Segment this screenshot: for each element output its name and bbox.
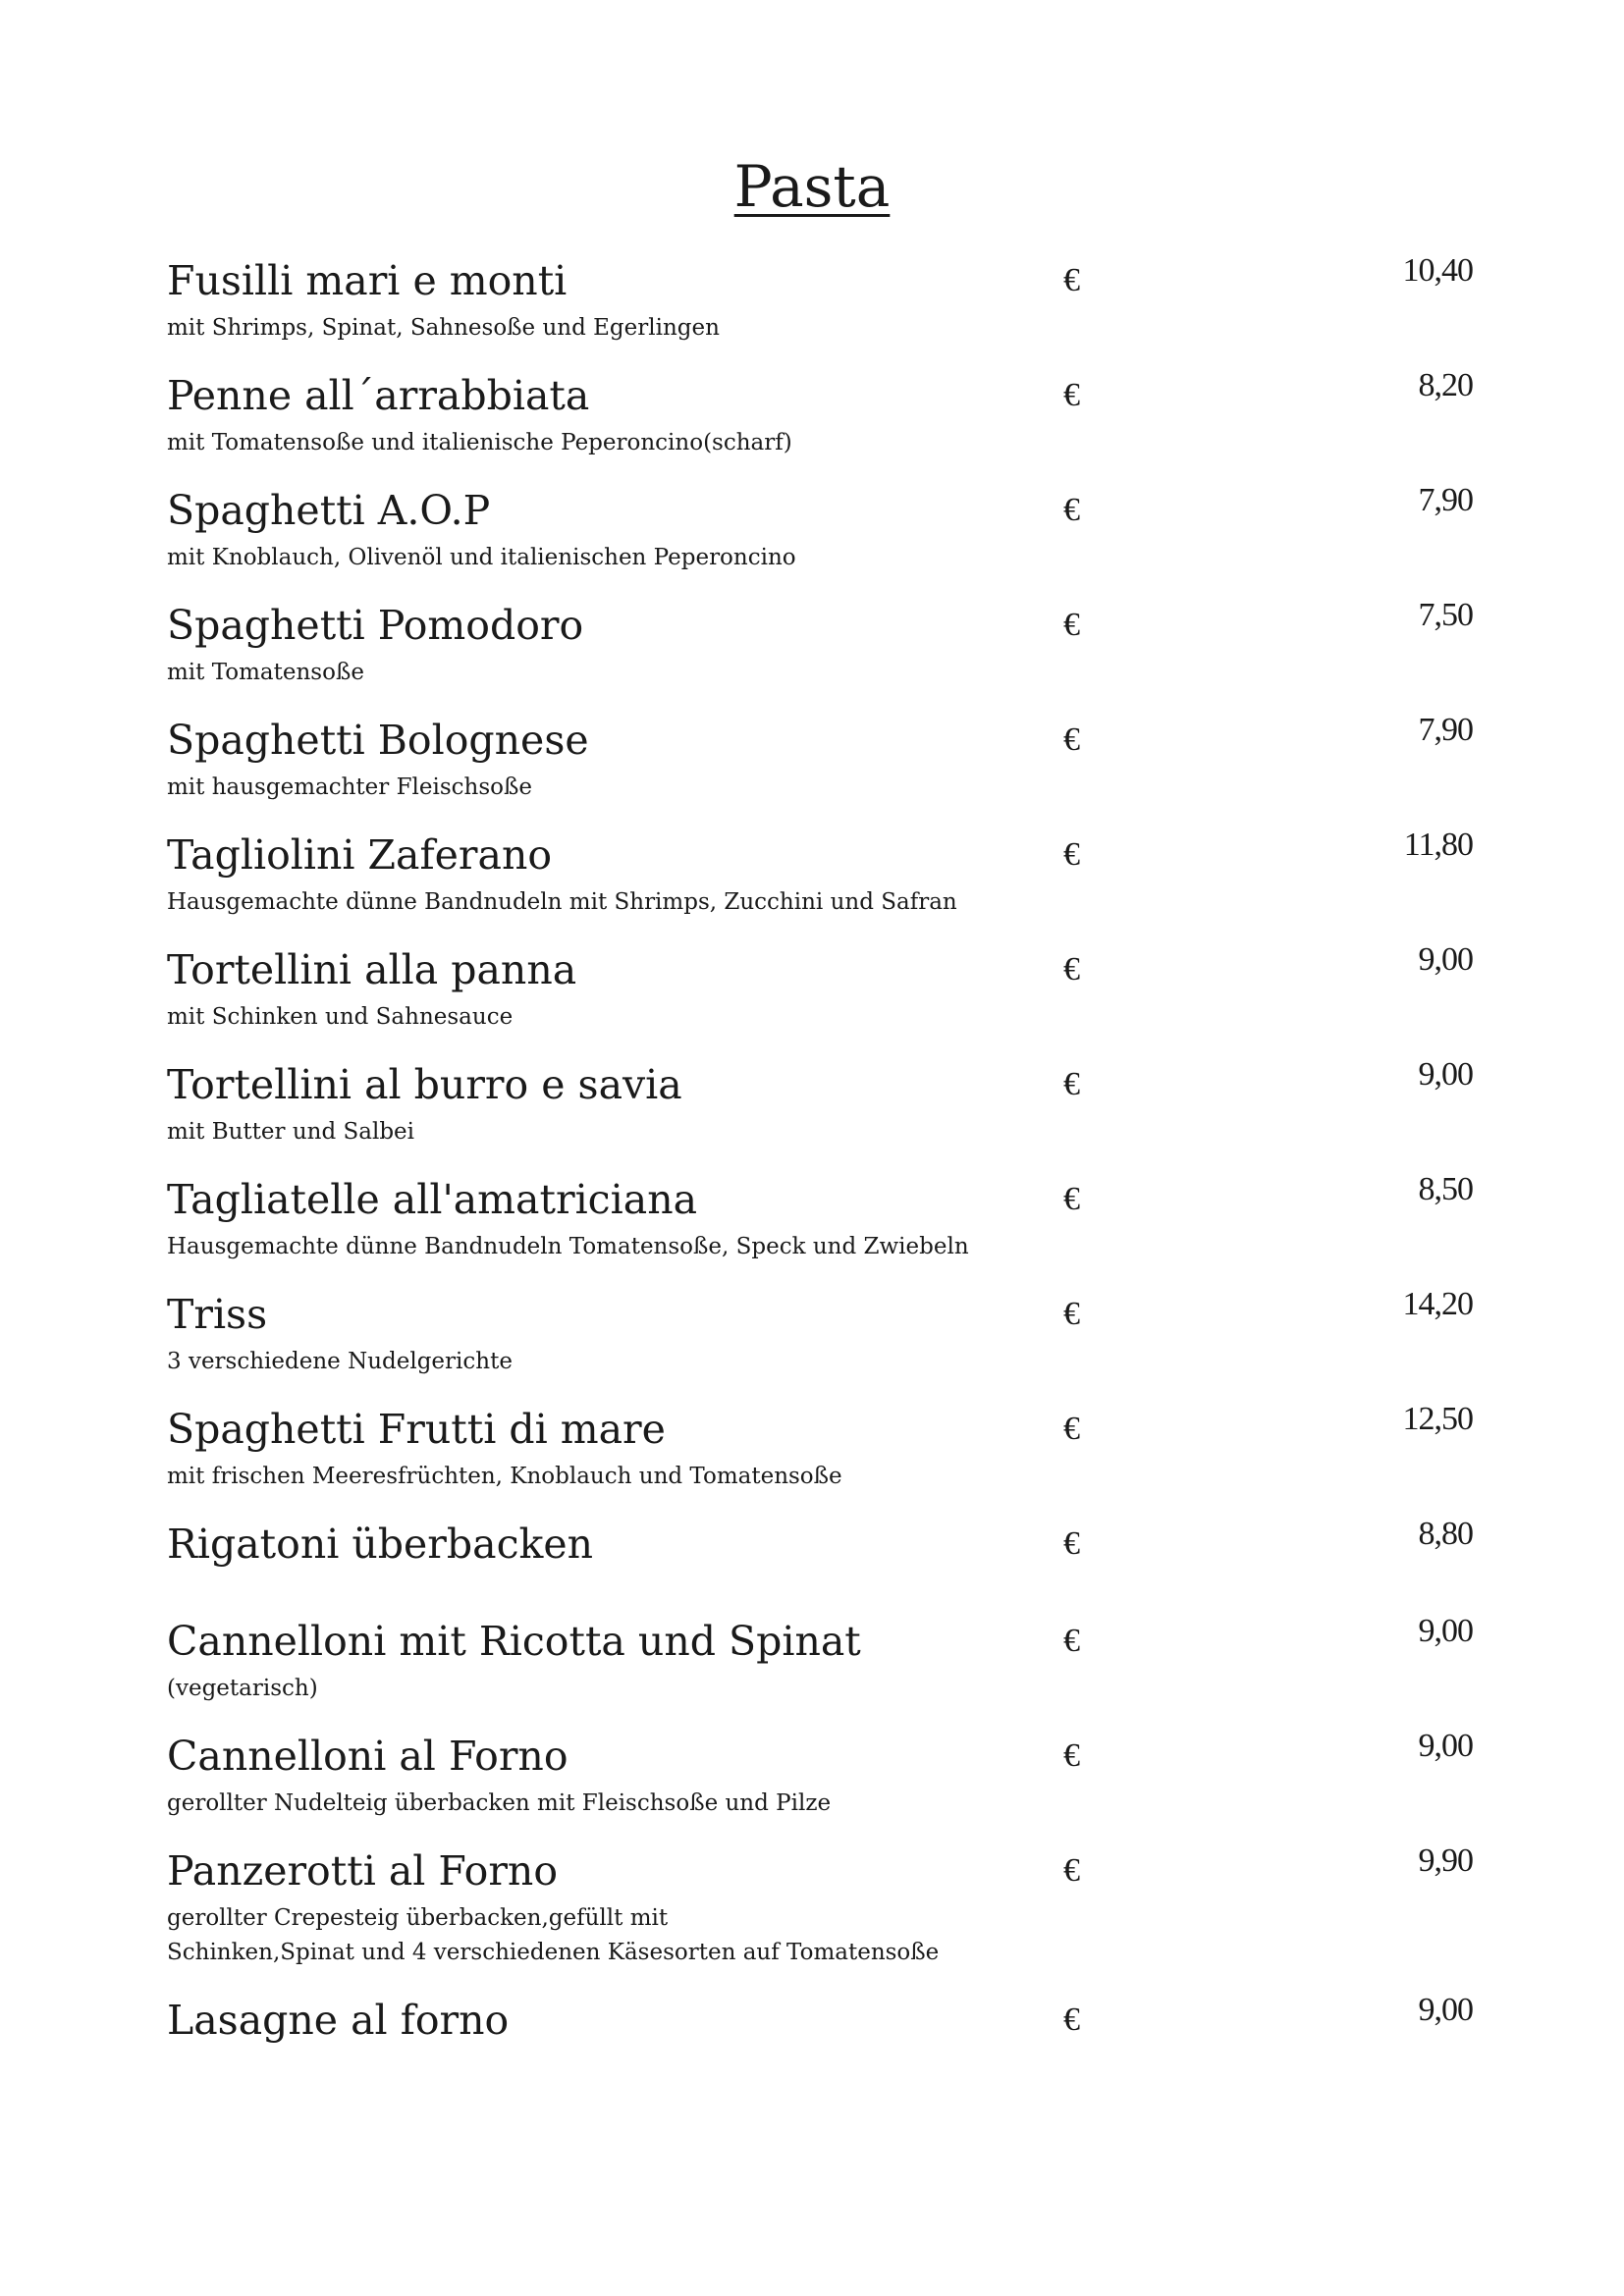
menu-item xyxy=(167,1843,1473,1971)
item-name: Spaghetti A.O.P xyxy=(167,487,491,534)
menu-item xyxy=(167,1172,1473,1265)
item-name: Tortellini alla panna xyxy=(167,946,577,993)
item-name: Rigatoni überbacken xyxy=(167,1521,594,1568)
item-price: 9,00 xyxy=(1418,1056,1473,1093)
item-description: gerollter Crepesteig überbacken,gefüllt mit xyxy=(167,1905,669,1931)
item-price: 7,90 xyxy=(1418,712,1473,748)
currency-symbol: € xyxy=(1063,1737,1080,1774)
currency-symbol: € xyxy=(1063,377,1080,413)
item-description: gerollter Nudelteig überbacken mit Fleischsoße und Pilze xyxy=(167,1790,832,1816)
item-price: 14,20 xyxy=(1402,1286,1473,1322)
item-name: Cannelloni mit Ricotta und Spinat xyxy=(167,1618,861,1665)
item-price: 8,80 xyxy=(1418,1516,1473,1552)
menu-item xyxy=(167,368,1473,461)
menu-item xyxy=(167,253,1473,347)
item-name: Lasagne al forno xyxy=(167,1997,510,2044)
item-price: 9,00 xyxy=(1418,1728,1473,1764)
currency-symbol: € xyxy=(1063,721,1080,758)
item-description: mit Tomatensoße xyxy=(167,660,364,685)
menu-item xyxy=(167,598,1473,691)
item-name: Cannelloni al Forno xyxy=(167,1733,568,1780)
menu-item xyxy=(167,713,1473,806)
item-price: 9,00 xyxy=(1418,1992,1473,2028)
item-price: 8,50 xyxy=(1418,1171,1473,1207)
item-price: 12,50 xyxy=(1402,1401,1473,1437)
currency-symbol: € xyxy=(1063,1066,1080,1102)
item-price: 7,50 xyxy=(1418,597,1473,633)
item-description: mit Knoblauch, Olivenöl und italienischen Peperoncino xyxy=(167,545,796,570)
currency-symbol: € xyxy=(1063,1852,1080,1889)
menu-item xyxy=(167,828,1473,921)
item-description: (vegetarisch) xyxy=(167,1676,318,1701)
item-description: mit Butter und Salbei xyxy=(167,1119,415,1145)
item-description-line2: Schinken,Spinat und 4 verschiedenen Käsesorten auf Tomatensoße xyxy=(167,1940,940,1965)
item-description: mit Tomatensoße und italienische Peperoncino(scharf) xyxy=(167,430,792,455)
currency-symbol: € xyxy=(1063,1181,1080,1217)
item-price: 9,00 xyxy=(1418,941,1473,978)
item-description: mit frischen Meeresfrüchten, Knoblauch und Tomatensoße xyxy=(167,1464,842,1489)
item-description: mit hausgemachter Fleischsoße xyxy=(167,774,532,800)
currency-symbol: € xyxy=(1063,1411,1080,1447)
item-name: Tagliolini Zaferano xyxy=(167,831,553,879)
item-name: Triss xyxy=(167,1291,268,1338)
menu-item xyxy=(167,1287,1473,1380)
item-description: mit Shrimps, Spinat, Sahnesoße und Egerlingen xyxy=(167,315,720,341)
item-name: Panzerotti al Forno xyxy=(167,1847,559,1895)
item-name: Spaghetti Pomodoro xyxy=(167,602,584,649)
item-price: 9,00 xyxy=(1418,1613,1473,1649)
item-price: 9,90 xyxy=(1418,1842,1473,1879)
page-title: Pasta xyxy=(733,153,891,220)
item-description: 3 verschiedene Nudelgerichte xyxy=(167,1349,513,1374)
item-name: Penne all´arrabbiata xyxy=(167,372,590,419)
currency-symbol: € xyxy=(1063,2002,1080,2038)
menu-item xyxy=(167,1402,1473,1495)
currency-symbol: € xyxy=(1063,836,1080,873)
item-description: Hausgemachte dünne Bandnudeln mit Shrimps, Zucchini und Safran xyxy=(167,889,957,915)
item-price: 8,20 xyxy=(1418,367,1473,403)
item-name: Spaghetti Bolognese xyxy=(167,717,589,764)
item-name: Tagliatelle all'amatriciana xyxy=(167,1176,698,1223)
menu-item xyxy=(167,1614,1473,1707)
item-name: Tortellini al burro e savia xyxy=(167,1061,682,1108)
currency-symbol: € xyxy=(1063,1296,1080,1332)
currency-symbol: € xyxy=(1063,1623,1080,1659)
item-name: Spaghetti Frutti di mare xyxy=(167,1406,666,1453)
currency-symbol: € xyxy=(1063,492,1080,528)
currency-symbol: € xyxy=(1063,607,1080,643)
menu-item xyxy=(167,1517,1473,1572)
menu-item xyxy=(167,1729,1473,1822)
item-price: 10,40 xyxy=(1402,252,1473,289)
currency-symbol: € xyxy=(1063,262,1080,298)
menu-item xyxy=(167,1993,1473,2048)
currency-symbol: € xyxy=(1063,951,1080,988)
item-description: mit Schinken und Sahnesauce xyxy=(167,1004,514,1030)
currency-symbol: € xyxy=(1063,1525,1080,1562)
menu-item xyxy=(167,1057,1473,1150)
menu-item xyxy=(167,942,1473,1036)
item-name: Fusilli mari e monti xyxy=(167,257,568,304)
item-description: Hausgemachte dünne Bandnudeln Tomatensoße, Speck und Zwiebeln xyxy=(167,1234,969,1259)
menu-item xyxy=(167,483,1473,576)
item-price: 11,80 xyxy=(1403,827,1473,863)
item-price: 7,90 xyxy=(1418,482,1473,518)
